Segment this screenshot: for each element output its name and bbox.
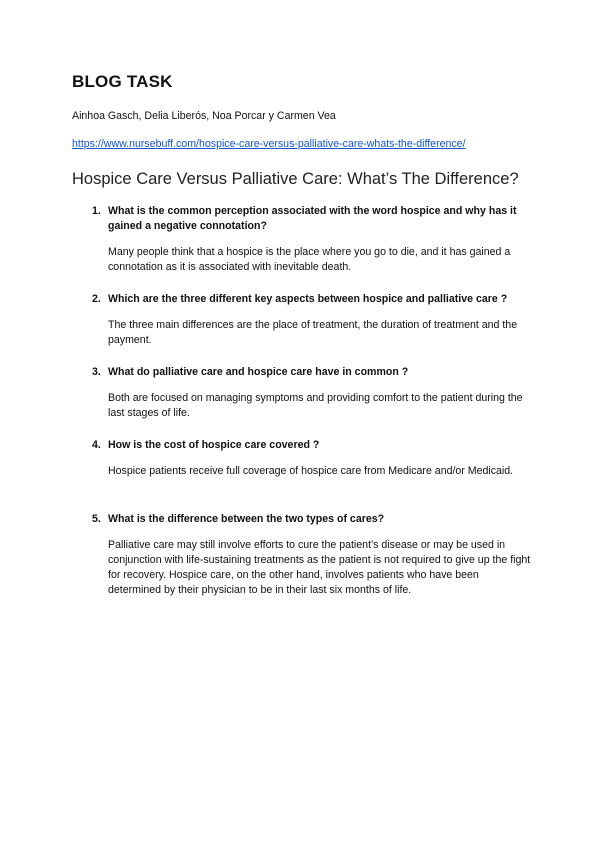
- question-number: 1.: [92, 205, 101, 217]
- article-heading: Hospice Care Versus Palliative Care: What’s The Difference?: [72, 170, 519, 188]
- question-number: 5.: [92, 513, 101, 525]
- question-text: 3. What do palliative care and hospice care have in common ?: [92, 366, 409, 378]
- answer-text: Many people think that a hospice is the place where you go to die, and it has gained a connotation as it is associated with inevitable death.: [108, 246, 511, 273]
- question-text: 5. What is the difference between the two types of cares?: [92, 513, 385, 525]
- question-text: 2. Which are the three different key aspects between hospice and palliative care ?: [92, 293, 508, 305]
- answer-text: The three main differences are the place of treatment, the duration of treatment and the payment.: [108, 319, 518, 346]
- question-item-4: [92, 438, 532, 479]
- question-number: 4.: [92, 439, 101, 451]
- question-text: 4. How is the cost of hospice care covered ?: [92, 439, 320, 451]
- question-number: 3.: [92, 366, 101, 378]
- answer-text: Palliative care may still involve efforts to cure the patient’s disease or may be used in conjunction with life-sustaining treatments as the patient is not required to give up the fight for recovery. Hospice care, on the other hand, involves patients who have been determined by their physician to be in their last six months of life.: [108, 539, 531, 596]
- question-number: 2.: [92, 293, 101, 305]
- document-title: BLOG TASK: [72, 72, 173, 91]
- answer-text: Both are focused on managing symptoms and providing comfort to the patient during the last stages of life.: [108, 392, 523, 419]
- question-item-1: [92, 204, 532, 275]
- source-link[interactable]: https://www.nursebuff.com/hospice-care-versus-palliative-care-whats-the-difference/: [72, 138, 466, 150]
- question-item-5: [92, 512, 532, 598]
- question-item-2: [92, 292, 532, 348]
- question-text: 1. What is the common perception associated with the word hospice and why has it gained a negative connotation?: [92, 205, 517, 232]
- question-item-3: [92, 365, 532, 421]
- authors-line: Ainhoa Gasch, Delia Liberós, Noa Porcar y Carmen Vea: [72, 110, 336, 122]
- answer-text: Hospice patients receive full coverage of hospice care from Medicare and/or Medicaid.: [108, 465, 514, 477]
